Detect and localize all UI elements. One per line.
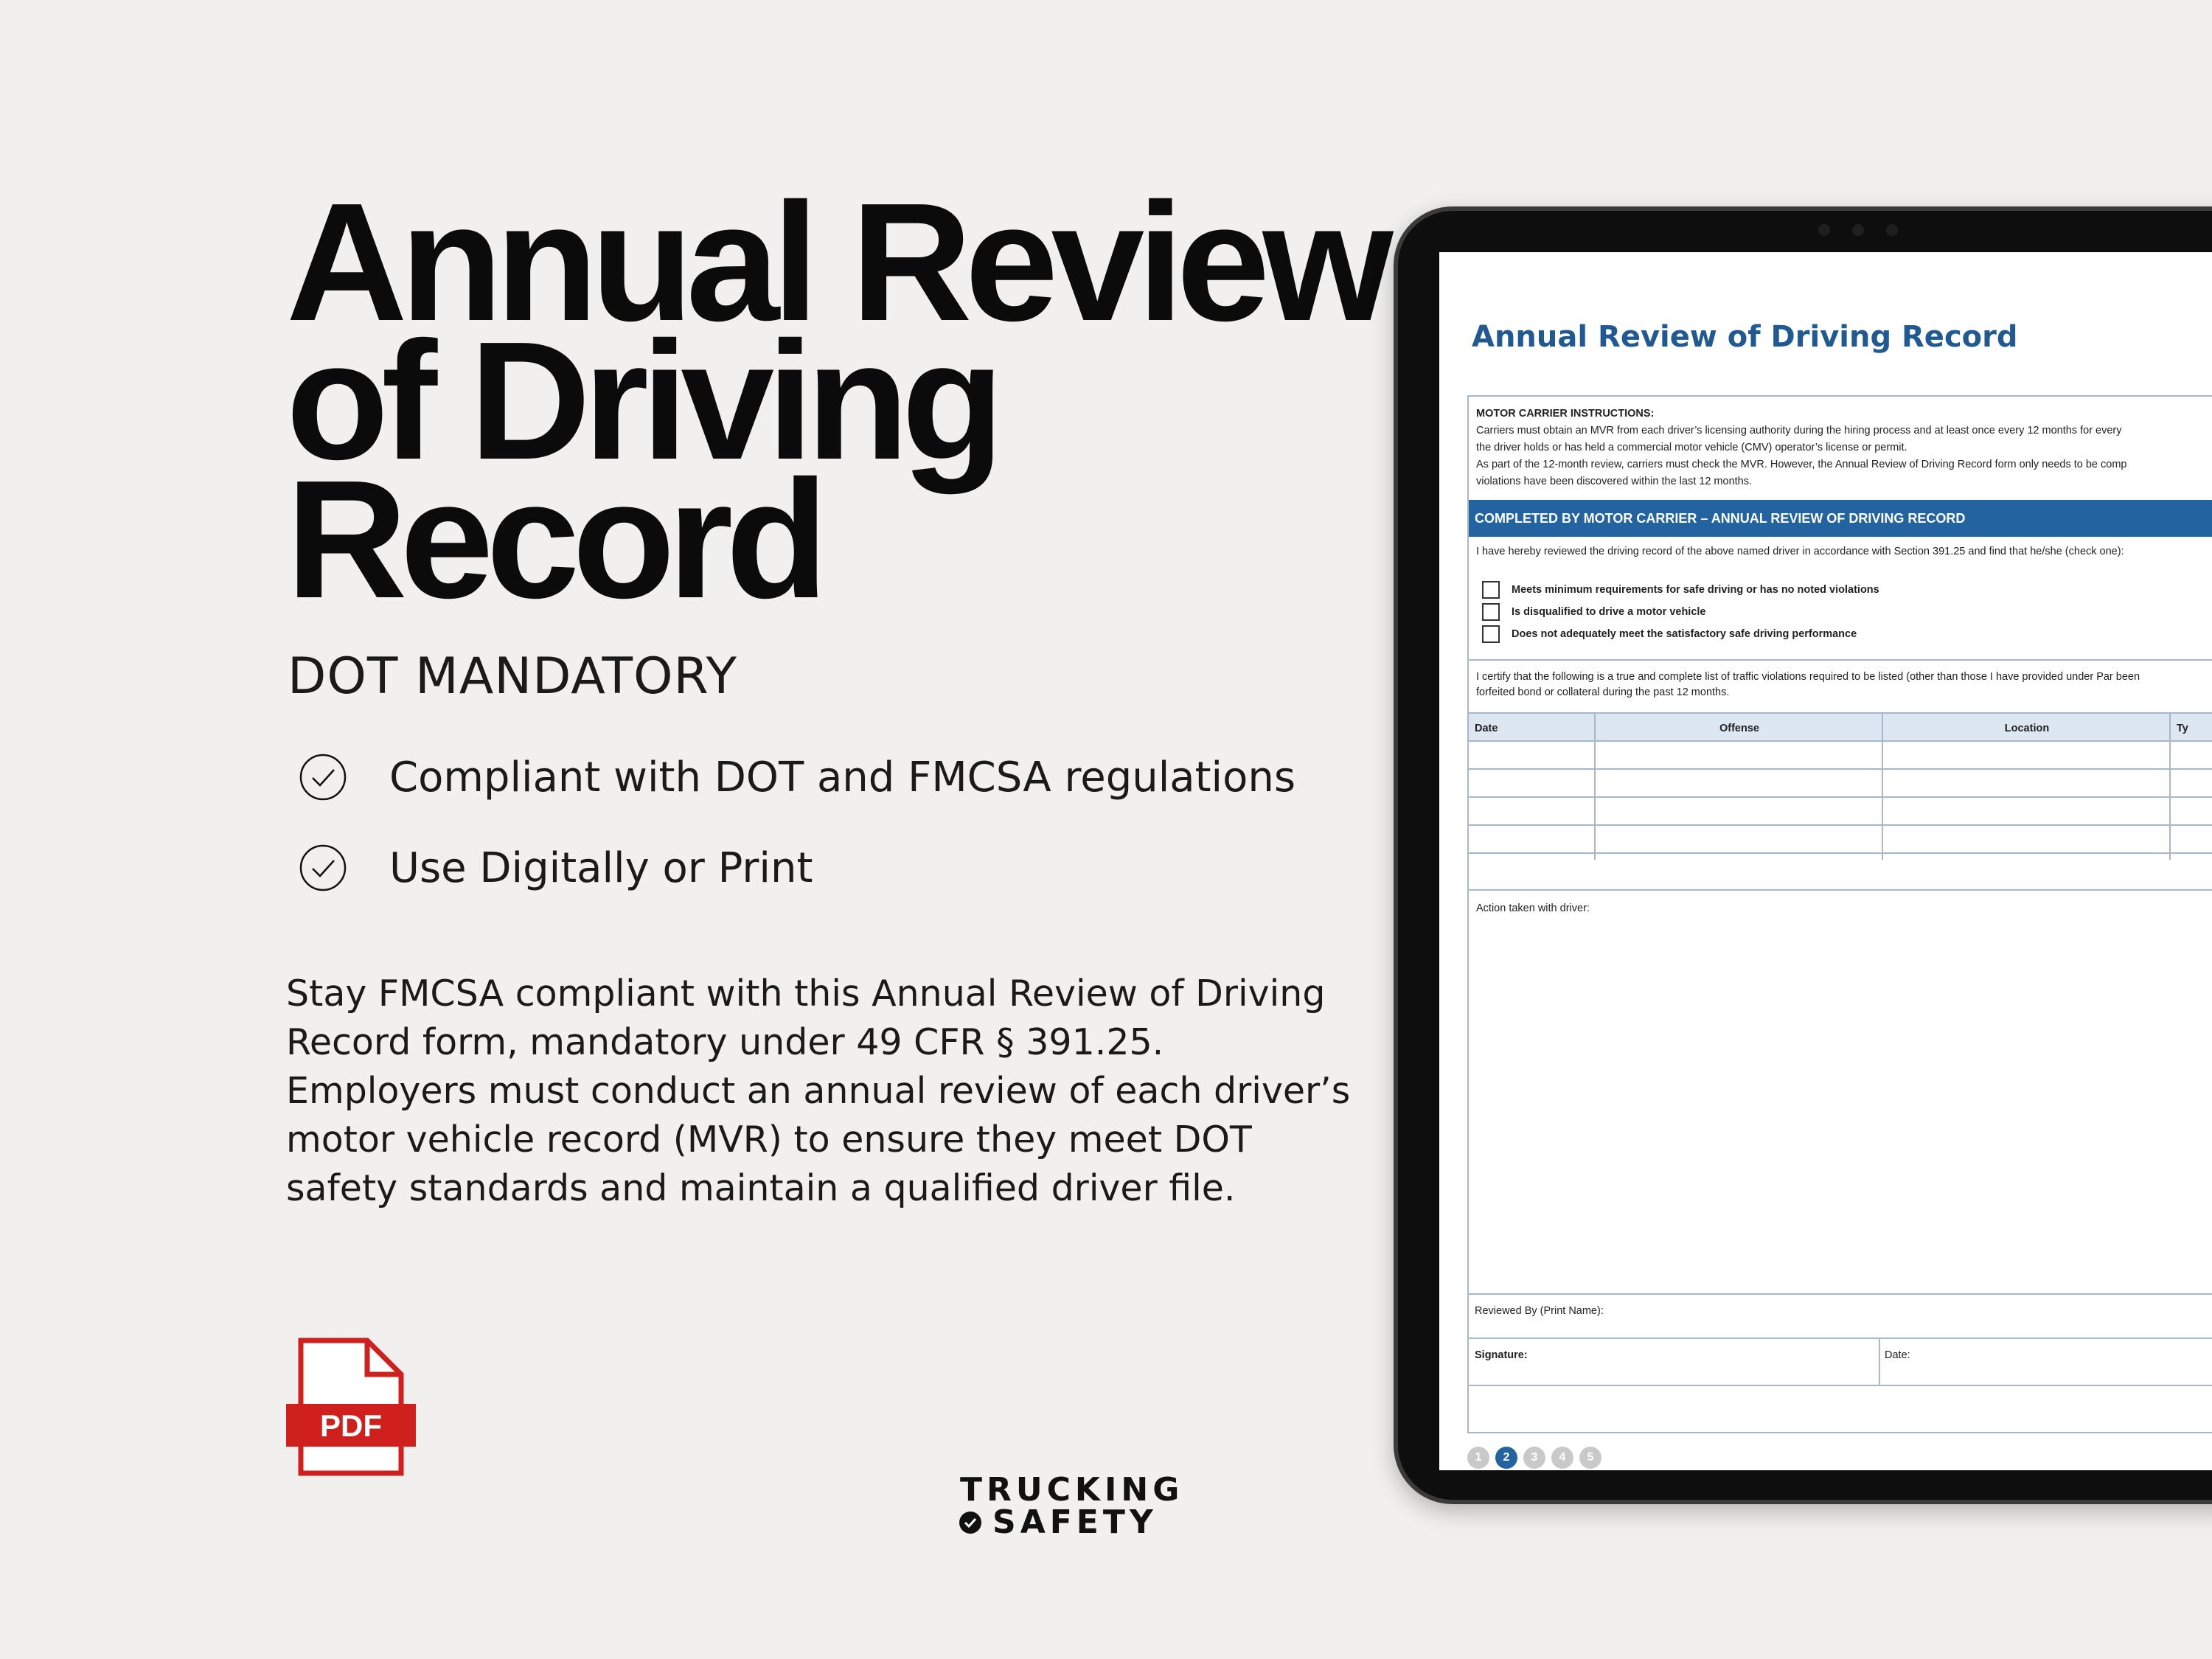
- col-type: Ty: [2177, 723, 2188, 734]
- pdf-icon-graphic: [285, 1336, 417, 1478]
- page-dot-2[interactable]: 2: [1495, 1447, 1517, 1469]
- action-taken-field[interactable]: Action taken with driver:: [1476, 902, 1590, 914]
- instructions-line: the driver holds or has held a commercial motor vehicle (CMV) operator’s license or permit.: [1476, 442, 1907, 453]
- form-frame: [1467, 395, 2212, 1433]
- instructions-line: violations have been discovered within the last 12 months.: [1476, 476, 1752, 487]
- divider: [1469, 1385, 2212, 1386]
- option-label: Is disqualified to drive a motor vehicle: [1512, 606, 1706, 618]
- checkbox[interactable]: [1482, 581, 1500, 599]
- feature-text: Compliant with DOT and FMCSA regulations: [389, 753, 1296, 801]
- tablet-screen: [1439, 252, 2212, 1470]
- page-dot-3[interactable]: 3: [1523, 1447, 1545, 1469]
- column-divider: [2169, 712, 2171, 860]
- pdf-file-icon: [285, 1336, 417, 1478]
- page-dot-4[interactable]: 4: [1551, 1447, 1573, 1469]
- table-row[interactable]: [1469, 826, 2212, 854]
- check-badge-icon: [959, 1511, 982, 1534]
- trucking-safety-logo: [957, 1471, 1259, 1541]
- subheading: DOT MANDATORY: [288, 647, 737, 706]
- signature-field[interactable]: Signature:: [1475, 1349, 1528, 1361]
- page-dot-1[interactable]: 1: [1467, 1447, 1489, 1469]
- title-line-2: of Driving: [286, 307, 997, 495]
- tablet-camera: [1818, 224, 1898, 236]
- divider: [1469, 889, 2212, 891]
- instructions-line: As part of the 12-month review, carriers must check the MVR. However, the Annual Review of Driving Record form only needs to be comp: [1476, 459, 2127, 470]
- feature-item: [298, 843, 813, 893]
- column-divider: [1882, 712, 1883, 860]
- title-line-3: Record: [286, 446, 821, 633]
- feature-item: [298, 752, 1295, 802]
- logo-line-1: TRUCKING: [960, 1471, 1184, 1509]
- certify-line: I certify that the following is a true and complete list of traffic violations required to be listed (other than those I have provided under Par been: [1476, 671, 2140, 683]
- table-row[interactable]: [1469, 770, 2212, 798]
- option-meets-requirements[interactable]: [1482, 581, 1879, 599]
- table-header: [1469, 712, 2212, 742]
- table-row[interactable]: [1469, 798, 2212, 826]
- check-circle-icon: [298, 843, 348, 893]
- pdf-label: PDF: [320, 1408, 382, 1443]
- option-disqualified[interactable]: [1482, 603, 1706, 621]
- page-indicator: [1467, 1447, 1601, 1469]
- checkbox[interactable]: [1482, 625, 1500, 643]
- option-label: Does not adequately meet the satisfactory safe driving performance: [1512, 628, 1857, 640]
- form-title: Annual Review of Driving Record: [1472, 320, 2018, 354]
- title-line-1: Annual Review: [286, 169, 1386, 356]
- col-offense: Offense: [1719, 723, 1759, 734]
- page-dot-5[interactable]: 5: [1579, 1447, 1601, 1469]
- instructions-line: Carriers must obtain an MVR from each driver’s licensing authority during the hiring process and at least once every 12 months for every: [1476, 425, 2122, 437]
- reviewed-by-field[interactable]: Reviewed By (Print Name):: [1475, 1305, 1604, 1317]
- column-divider: [1879, 1338, 1880, 1385]
- column-divider: [1594, 712, 1596, 860]
- date-field[interactable]: Date:: [1885, 1349, 1910, 1361]
- description: Stay FMCSA compliant with this Annual Review of Driving Record form, mandatory under 49 CFR § 391.25. Employers must conduct an annual review of each driver’s motor vehicle record (MVR) to ensure they meet DOT safety standards and maintain a qualified driver file.: [286, 973, 1351, 1209]
- col-date: Date: [1475, 723, 1498, 734]
- option-not-adequate[interactable]: [1482, 625, 1857, 643]
- review-statement: I have hereby reviewed the driving record of the above named driver in accordance with Section 391.25 and find that he/she (check one):: [1476, 546, 2124, 557]
- logo-line-2: SAFETY: [992, 1503, 1158, 1541]
- tablet-device: [1394, 206, 2212, 1504]
- feature-text: Use Digitally or Print: [389, 844, 813, 892]
- page-title: [286, 169, 1392, 633]
- divider: [1469, 1338, 2212, 1339]
- certify-statement: [1476, 669, 2212, 700]
- divider: [1469, 1293, 2212, 1295]
- option-label: Meets minimum requirements for safe driving or has no noted violations: [1512, 584, 1879, 596]
- instructions: [1476, 406, 2212, 490]
- divider: [1469, 659, 2212, 661]
- table-row[interactable]: [1469, 742, 2212, 770]
- violations-table: [1469, 712, 2212, 854]
- section-header: COMPLETED BY MOTOR CARRIER – ANNUAL REVIEW OF DRIVING RECORD: [1469, 500, 2212, 537]
- col-location: Location: [2004, 723, 2050, 734]
- certify-line: forfeited bond or collateral during the past 12 months.: [1476, 686, 1730, 698]
- check-circle-icon: [298, 752, 348, 802]
- instructions-heading: MOTOR CARRIER INSTRUCTIONS:: [1476, 408, 1655, 420]
- checkbox[interactable]: [1482, 603, 1500, 621]
